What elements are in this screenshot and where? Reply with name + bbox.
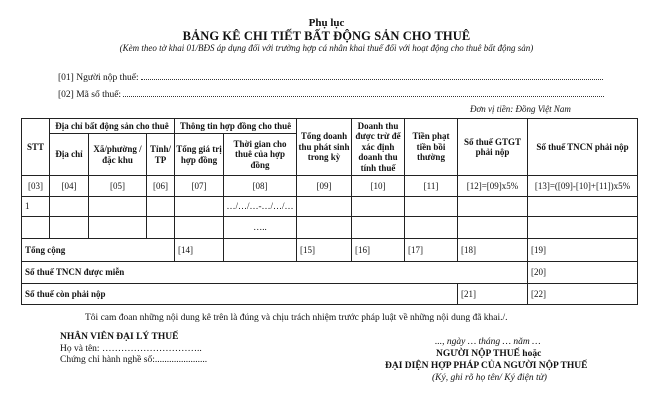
code-cell: [11] <box>405 176 458 197</box>
total-code: [16] <box>352 239 405 262</box>
header-ward: Xã/phường /đặc khu <box>89 134 147 176</box>
appendix-label: Phụ lục <box>308 17 345 29</box>
input-cell[interactable] <box>297 217 352 239</box>
code-cell: [03] <box>22 176 50 197</box>
taxcode-label: [02] Mã số thuế: <box>58 90 122 100</box>
input-cell[interactable] <box>147 217 175 239</box>
table-row <box>22 217 638 239</box>
input-cell[interactable] <box>89 197 147 217</box>
input-cell[interactable] <box>405 197 458 217</box>
code-cell: [09] <box>297 176 352 197</box>
taxcode-blank[interactable] <box>123 87 604 97</box>
input-cell[interactable] <box>528 197 638 217</box>
input-cell[interactable] <box>147 197 175 217</box>
total-row <box>22 239 638 262</box>
input-cell[interactable] <box>50 217 89 239</box>
taxcode-field <box>58 87 604 100</box>
code-cell: [05] <box>89 176 147 197</box>
signer-title-2: ĐẠI DIỆN HỢP PHÁP CỦA NGƯỜI NỘP THUẾ <box>385 361 588 371</box>
code-row <box>22 176 638 197</box>
header-pit: Số thuế TNCN phải nộp <box>528 119 638 176</box>
total-code: [17] <box>405 239 458 262</box>
header-penalty: Tiền phạt tiền bồi thường <box>405 119 458 176</box>
remaining-row <box>22 284 638 305</box>
code-cell: [07] <box>175 176 224 197</box>
contract-time-cell[interactable]: …/…/…-…/…/… <box>224 197 297 217</box>
total-label: Tổng cộng <box>22 239 175 262</box>
header-stt: STT <box>22 119 50 176</box>
header-total-revenue: Tổng doanh thu phát sinh trong kỳ <box>297 119 352 176</box>
table-row <box>22 197 638 217</box>
exempt-code: [20] <box>528 262 638 284</box>
total-code: [15] <box>297 239 352 262</box>
declaration-text: Tôi cam đoan những nội dung kê trên là đúng và chịu trách nhiệm trước pháp luật về những nội dung đã khai./. <box>85 313 508 323</box>
header-contract-value: Tổng giá trị hợp đồng <box>175 134 224 176</box>
input-cell[interactable] <box>405 217 458 239</box>
code-cell: [10] <box>352 176 405 197</box>
code-cell: [13]=([09]-[10]+[11])x5% <box>528 176 638 197</box>
header-province: Tỉnh/ TP <box>147 134 175 176</box>
currency-unit: Đơn vị tiền: Đồng Việt Nam <box>470 104 571 114</box>
rental-property-table <box>21 118 638 305</box>
total-code: [19] <box>528 239 638 262</box>
code-cell: [06] <box>147 176 175 197</box>
exempt-label: Số thuế TNCN được miễn <box>22 262 528 284</box>
date-line[interactable]: ..., ngày … tháng … năm … <box>435 337 541 347</box>
exempt-row <box>22 262 638 284</box>
taxpayer-blank[interactable] <box>141 70 603 80</box>
header-address: Địa chỉ <box>50 134 89 176</box>
contract-time-cell[interactable]: ….. <box>224 217 297 239</box>
taxpayer-label: [01] Người nộp thuế: <box>58 73 139 83</box>
remaining-label: Số thuế còn phải nộp <box>22 284 458 305</box>
input-cell[interactable] <box>89 217 147 239</box>
code-cell: [04] <box>50 176 89 197</box>
input-cell[interactable] <box>352 217 405 239</box>
taxpayer-field <box>58 70 603 83</box>
header-group-contract: Thông tin hợp đồng cho thuê <box>175 119 297 134</box>
input-cell[interactable] <box>528 217 638 239</box>
header-group-address: Địa chỉ bất động sản cho thuê <box>50 119 175 134</box>
input-cell[interactable] <box>50 197 89 217</box>
agent-name[interactable]: Họ và tên: ………………………….. <box>60 344 202 354</box>
total-code: [14] <box>175 239 224 262</box>
code-cell: [08] <box>224 176 297 197</box>
total-code: [18] <box>458 239 528 262</box>
remaining-code: [21] <box>458 284 528 305</box>
input-cell[interactable] <box>22 217 50 239</box>
input-cell[interactable] <box>458 197 528 217</box>
input-cell[interactable] <box>458 217 528 239</box>
input-cell[interactable] <box>352 197 405 217</box>
agent-title: NHÂN VIÊN ĐẠI LÝ THUẾ <box>60 332 179 342</box>
row-stt: 1 <box>22 197 50 217</box>
input-cell[interactable] <box>175 197 224 217</box>
header-vat: Số thuế GTGT phải nộp <box>458 119 528 176</box>
document-title: BẢNG KÊ CHI TIẾT BẤT ĐỘNG SẢN CHO THUÊ <box>182 29 471 43</box>
input-cell[interactable] <box>297 197 352 217</box>
agent-certificate[interactable]: Chứng chỉ hành nghề số:...................... <box>60 355 208 365</box>
remaining-code: [22] <box>528 284 638 305</box>
total-blank <box>224 239 297 262</box>
code-cell: [12]=[09]x5% <box>458 176 528 197</box>
document-subtitle: (Kèm theo tờ khai 01/BĐS áp dụng đối với trường hợp cá nhân khai thuế đối với hoạt động cho thuê bất động sản) <box>119 43 534 53</box>
input-cell[interactable] <box>175 217 224 239</box>
header-deducted-revenue: Doanh thu được trừ để xác định doanh thu tính thuế <box>352 119 405 176</box>
header-contract-time: Thời gian cho thuê của hợp đồng <box>224 134 297 176</box>
signer-note: (Ký, ghi rõ họ tên/ Ký điện tử) <box>432 373 547 383</box>
signer-title-1: NGƯỜI NỘP THUẾ hoặc <box>436 349 542 359</box>
